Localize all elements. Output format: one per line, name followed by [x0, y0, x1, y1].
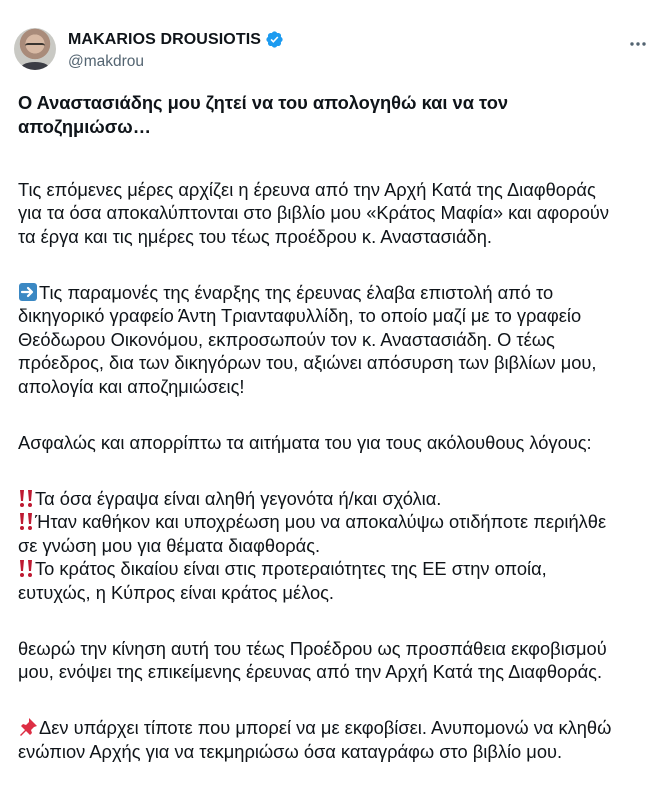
text-line: Τις επόμενες μέρες αρχίζει η έρευνα από την Αρχή Κατά της Διαφθοράς	[18, 178, 596, 200]
author-handle[interactable]: @makdrou	[68, 53, 145, 70]
text-line: θεωρώ την κίνηση αυτή του τέως Προέδρου ως προσπάθεια εκφοβισμού	[18, 637, 607, 659]
avatar-glasses	[25, 43, 45, 50]
tweet-headline	[18, 91, 658, 138]
paragraph-5	[18, 716, 658, 763]
author-name[interactable]: MAKARIOS DROUSIOTIS	[68, 30, 262, 48]
text-line: τα έργα και τις ημέρες του τέως προέδρου κ. Αναστασιάδη.	[18, 225, 492, 247]
text-line: για τα όσα αποκαλύπτονται στο βιβλίο μου «Κράτος Μαφία» και αφορούν	[18, 202, 609, 223]
more-options-button[interactable]	[626, 32, 650, 56]
right-arrow-emoji-icon	[18, 282, 38, 302]
text-line: Τα όσα έγραψα είναι αληθή γεγονότα ή/και σχόλια.	[35, 487, 442, 509]
headline-line: Ο Αναστασιάδης μου ζητεί να του απολογηθώ και να τον	[18, 92, 509, 113]
text-line: Δεν υπάρχει τίποτε που μπορεί να με εκφοβίσει. Ανυπομονώ να κληθώ	[39, 717, 612, 738]
bullet-item	[18, 510, 658, 557]
text-line: Ασφαλώς και απορρίπτω τα αιτήματα του για τους ακόλουθους λόγους:	[18, 431, 592, 453]
double-exclamation-icon	[18, 488, 34, 508]
verified-badge-icon	[265, 30, 284, 49]
more-options-icon	[628, 34, 648, 54]
text-line: Ήταν καθήκον και υποχρέωση μου να αποκαλύψω οτιδήποτε περιήλθε	[35, 511, 607, 532]
bullet-item	[18, 487, 658, 511]
paragraph-4	[18, 637, 658, 684]
text-line: απολογία και αποζημιώσεις!	[18, 375, 245, 397]
text-line: Το κράτος δικαίου είναι στις προτεραιότητες της ΕΕ στην οποία,	[35, 558, 547, 579]
headline-line: αποζημιώσω…	[18, 115, 151, 137]
text-line: ενώπιον Αρχής για να τεκμηριώσω όσα καταγράφω στο βιβλίο μου.	[18, 740, 563, 762]
text-line: μου, ενόψει της επικείμενης έρευνας από την Αρχή Κατά της Διαφθοράς.	[18, 661, 603, 682]
avatar-shirt	[20, 62, 50, 70]
double-exclamation-icon	[18, 558, 34, 578]
text-line: ευτυχώς, η Κύπρος είναι κράτος μέλος.	[18, 581, 335, 603]
bullet-item	[18, 557, 658, 604]
tweet-text	[18, 91, 658, 763]
bullet-list	[18, 487, 658, 605]
text-line: δικηγορικό γραφείο Άντη Τριανταφυλλίδη, το οποίο μαζί με το γραφείο	[18, 305, 582, 326]
text-line: πρόεδρος, δια των δικηγόρων του, αξιώνει απόσυρση των βιβλίων μου,	[18, 352, 597, 373]
paragraph-3	[18, 431, 658, 455]
double-exclamation-icon	[18, 511, 34, 531]
paragraph-1	[18, 178, 658, 249]
author-name-row	[68, 30, 284, 49]
paragraph-2	[18, 281, 658, 399]
text-line: Τις παραμονές της έναρξης της έρευνας έλαβα επιστολή από το	[39, 281, 554, 303]
text-line: Θεόδωρου Οικονόμου, εκπροσωπούν τον κ. Αναστασιάδη. Ο τέως	[18, 328, 555, 350]
text-line: σε γνώση μου για θέματα διαφθοράς.	[18, 534, 321, 556]
pushpin-emoji-icon	[18, 717, 38, 737]
avatar[interactable]	[14, 28, 56, 70]
